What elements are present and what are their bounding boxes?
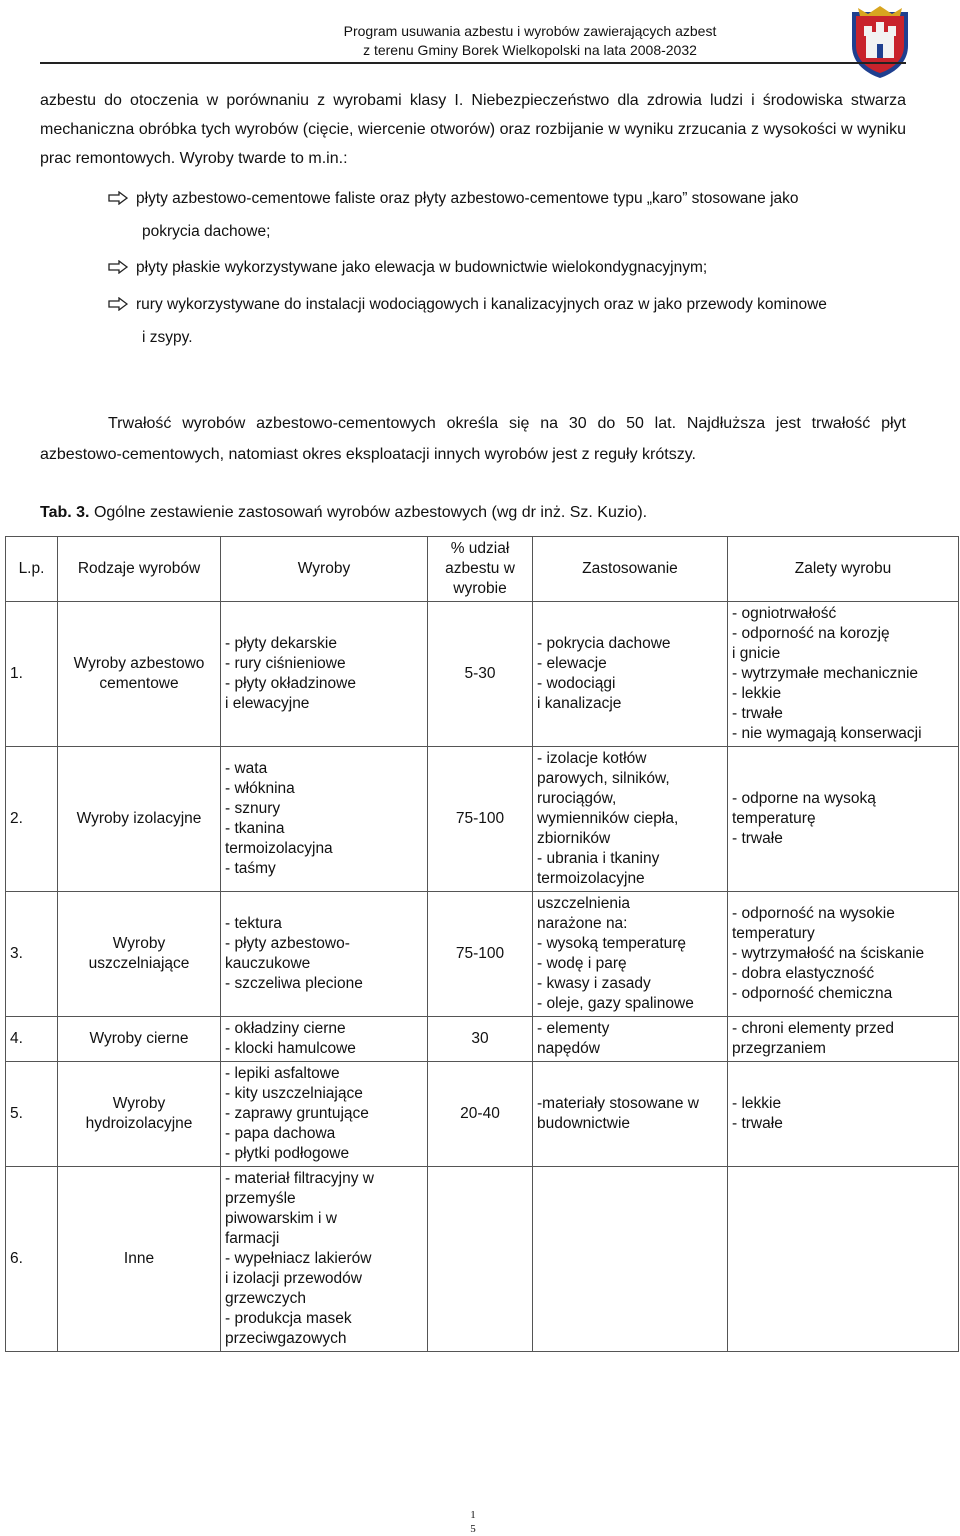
table-row bbox=[6, 747, 959, 892]
document-header bbox=[220, 22, 840, 60]
cell-zalety bbox=[728, 1167, 959, 1352]
coat-of-arms-icon bbox=[848, 6, 912, 80]
cell-udzial: 75-100 bbox=[428, 747, 533, 892]
cell-zalety: - chroni elementy przed przegrzaniem bbox=[728, 1017, 959, 1062]
cell-lp: 1. bbox=[6, 602, 58, 747]
cell-rodzaj: Inne bbox=[58, 1167, 221, 1352]
cell-wyroby: - tektura - płyty azbestowo- kauczukowe - szczeliwa plecione bbox=[221, 892, 428, 1017]
page-number bbox=[466, 1508, 480, 1536]
list-item bbox=[108, 288, 908, 354]
table-caption-label: Tab. 3. bbox=[40, 504, 90, 521]
outline-arrow-right-icon bbox=[108, 297, 128, 311]
list-item-text: płyty azbestowo-cementowe faliste oraz płyty azbestowo-cementowe typu „karo” stosowane jako bbox=[136, 190, 799, 207]
cell-zastosowanie bbox=[533, 1167, 728, 1352]
cell-lp: 6. bbox=[6, 1167, 58, 1352]
cell-zastosowanie: -materiały stosowane w budownictwie bbox=[533, 1062, 728, 1167]
cell-udzial: 30 bbox=[428, 1017, 533, 1062]
cell-zastosowanie: - izolacje kotłów parowych, silników, rurociągów, wymienników ciepła, zbiorników - ubrania i tkaniny termoizolacyjne bbox=[533, 747, 728, 892]
col-header-udzial: % udział azbestu w wyrobie bbox=[428, 537, 533, 602]
cell-wyroby: - okładziny cierne - klocki hamulcowe bbox=[221, 1017, 428, 1062]
cell-udzial: 20-40 bbox=[428, 1062, 533, 1167]
col-header-zalety: Zalety wyrobu bbox=[728, 537, 959, 602]
cell-lp: 5. bbox=[6, 1062, 58, 1167]
list-item-text: płyty płaskie wykorzystywane jako elewacja w budownictwie wielokondygnacyjnym; bbox=[136, 259, 708, 276]
col-header-zastosowanie: Zastosowanie bbox=[533, 537, 728, 602]
table-row bbox=[6, 1017, 959, 1062]
list-item-continuation: pokrycia dachowe; bbox=[142, 223, 271, 240]
asbestos-products-table bbox=[5, 536, 959, 1352]
cell-rodzaj: Wyroby cierne bbox=[58, 1017, 221, 1062]
cell-rodzaj: Wyroby hydroizolacyjne bbox=[58, 1062, 221, 1167]
table-row bbox=[6, 1062, 959, 1167]
list-item-text: rury wykorzystywane do instalacji wodociągowych i kanalizacyjnych oraz w jako przewody kominowe bbox=[136, 296, 827, 313]
table-caption bbox=[40, 504, 647, 522]
page-number-digit-2: 5 bbox=[470, 1523, 476, 1535]
cell-wyroby: - materiał filtracyjny w przemyśle piwowarskim i w farmacji - wypełniacz lakierów i izolacji przewodów grzewczych - produkcja masek przeciwgazowych bbox=[221, 1167, 428, 1352]
cell-udzial: 75-100 bbox=[428, 892, 533, 1017]
cell-zastosowanie: - elementy napędów bbox=[533, 1017, 728, 1062]
table-row bbox=[6, 1167, 959, 1352]
outline-arrow-right-icon bbox=[108, 191, 128, 205]
cell-wyroby: - lepiki asfaltowe - kity uszczelniające - zaprawy gruntujące - papa dachowa - płytki podłogowe bbox=[221, 1062, 428, 1167]
table-row bbox=[6, 602, 959, 747]
col-header-wyroby: Wyroby bbox=[221, 537, 428, 602]
cell-lp: 3. bbox=[6, 892, 58, 1017]
cell-rodzaj: Wyroby izolacyjne bbox=[58, 747, 221, 892]
table-header-row bbox=[6, 537, 959, 602]
intro-paragraph: azbestu do otoczenia w porównaniu z wyrobami klasy I. Niebezpieczeństwo dla zdrowia ludzi i środowiska stwarza mechaniczna obróbka tych wyrobów (cięcie, wiercenie otworów) oraz rozbijanie w wyniku zrzucania z wysokości w wyniku prac remontowych. Wyroby twarde to m.in.: bbox=[40, 92, 906, 167]
list-item bbox=[108, 251, 908, 284]
cell-zalety: - odporne na wysoką temperaturę - trwałe bbox=[728, 747, 959, 892]
outline-arrow-right-icon bbox=[108, 260, 128, 274]
cell-wyroby: - wata - włóknina - sznury - tkanina termoizolacyjna - taśmy bbox=[221, 747, 428, 892]
header-line-1: Program usuwania azbestu i wyrobów zawierających azbest bbox=[343, 23, 717, 39]
table-row bbox=[6, 892, 959, 1017]
durability-paragraph: Trwałość wyrobów azbestowo-cementowych określa się na 30 do 50 lat. Najdłuższa jest trwałość płyt azbestowo-cementowych, natomiast okres eksploatacji innych wyrobów jest z reguły krótszy. bbox=[40, 415, 906, 463]
cell-zastosowanie: - pokrycia dachowe - elewacje - wodociągi i kanalizacje bbox=[533, 602, 728, 747]
col-header-lp: L.p. bbox=[6, 537, 58, 602]
table-caption-text: Ogólne zestawienie zastosowań wyrobów azbestowych (wg dr inż. Sz. Kuzio). bbox=[89, 504, 648, 521]
list-item bbox=[108, 182, 908, 248]
cell-zalety: - odporność na wysokie temperatury - wytrzymałość na ściskanie - dobra elastyczność - odporność chemiczna bbox=[728, 892, 959, 1017]
cell-udzial: 5-30 bbox=[428, 602, 533, 747]
page-number-digit-1: 1 bbox=[470, 1509, 476, 1521]
header-line-2: z terenu Gminy Borek Wielkopolski na lata 2008-2032 bbox=[363, 42, 697, 58]
col-header-rodzaje: Rodzaje wyrobów bbox=[58, 537, 221, 602]
header-divider bbox=[40, 62, 906, 64]
cell-rodzaj: Wyroby uszczelniające bbox=[58, 892, 221, 1017]
cell-wyroby: - płyty dekarskie - rury ciśnieniowe - płyty okładzinowe i elewacyjne bbox=[221, 602, 428, 747]
cell-zastosowanie: uszczelnienia narażone na: - wysoką temperaturę - wodę i parę - kwasy i zasady - oleje, gazy spalinowe bbox=[533, 892, 728, 1017]
list-item-continuation: i zsypy. bbox=[142, 329, 193, 346]
cell-rodzaj: Wyroby azbestowo cementowe bbox=[58, 602, 221, 747]
cell-lp: 4. bbox=[6, 1017, 58, 1062]
cell-lp: 2. bbox=[6, 747, 58, 892]
cell-zalety: - lekkie - trwałe bbox=[728, 1062, 959, 1167]
cell-udzial bbox=[428, 1167, 533, 1352]
cell-zalety: - ogniotrwałość - odporność na korozję i gnicie - wytrzymałe mechanicznie - lekkie - trwałe - nie wymagają konserwacji bbox=[728, 602, 959, 747]
